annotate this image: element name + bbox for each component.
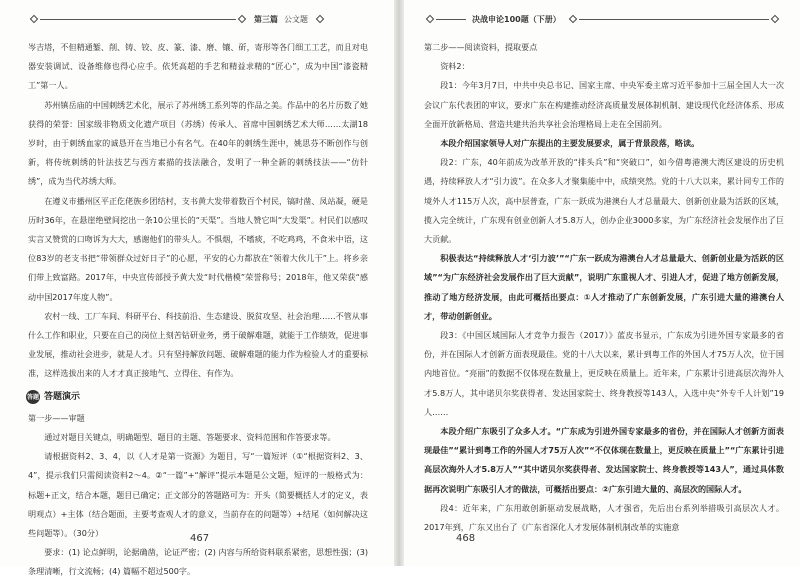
right-body bbox=[424, 38, 784, 537]
header-ornament-icon bbox=[238, 15, 246, 23]
paragraph: 请根据资料2、3、4，以《人才是第一资源》为题目，写“一篇短评（①“根据资料2、3、4”，提示我们只需阅读资料2～4。②“一篇”+“解评”提示本题是公文题，短评的一般格式为：标题+正文，结合本题，题目已确定；正文部分的答题路可为：开头（简要概括人才的定义，表明观点）+主体（结合题面，主要考查观人才的意义，当前存在的问题等）+结尾（如何解决这些问题等）。（30分） bbox=[28, 451, 368, 539]
header-rule bbox=[40, 19, 236, 20]
left-page bbox=[0, 0, 394, 577]
header-rule bbox=[436, 19, 466, 20]
answer-heading-text: 答题演示 bbox=[44, 391, 81, 402]
paragraph: 段3：《中国区域国际人才竞争力报告（2017）》蓝皮书显示，广东成为引进外国专家最多的省份，并在国际人才创新方面表现最佳。党的十八大以来，累计到粤工作的外国人才75万人次，位于国内地首位。“亮丽”的数据不仅体现在数量上，更反映在质量上。近年来，广东累计引进高层次海外人才5.8万人，其中诺贝尔奖获得者、发达国家院士、终身教授等143人，入选中央“外专千人计划”19人…… bbox=[424, 330, 784, 417]
paragraph: 在遵义市播州区平正仡佬族乡团结村，支书黄大发带着数百个村民，镐时凿、凤站凝，硬是历时36年，在悬崖绝壁间挖出一条10公里长的“天渠”。当地人赞它叫“大发渠”。村民们以感叹实言又赞赏的口吻诉为大大，感谢他们的带头人。不惧烟，不嗜痰，不吃鸡鸡，不食米中语，这位83岁的老支书把“带领群众过好日子”的心愿，平安的心力都放在“领着大伙儿干”上。将乡亲们带上致富路。2017年，中央宣传部授予黄大发“时代楷模”荣誉称号；2018年，他又荣获“感动中国2017年度人物”。 bbox=[28, 195, 368, 302]
paragraph: 要求：(1) 论点鲜明，论据确凿，论证严密；(2) 内容与所给资料联系紧密，思想性强；(3) 条理清晰，行文流畅；(4) 篇幅不超过500字。 bbox=[28, 547, 368, 577]
book-title: 决战申论100题（下册） bbox=[472, 14, 561, 24]
analysis-paragraph: 本段介绍国家领导人对广东提出的主要发展要求，属于背景段落，略读。 bbox=[440, 138, 700, 149]
book-gutter bbox=[394, 0, 404, 566]
left-body bbox=[28, 38, 368, 582]
header-ornament-icon bbox=[770, 15, 778, 23]
left-header bbox=[28, 12, 368, 26]
header-ornament-icon bbox=[568, 15, 576, 23]
material-label: 资料2： bbox=[440, 61, 470, 72]
step2-title: 第二步——阅读资料，提取要点 bbox=[424, 42, 538, 52]
header-rule bbox=[579, 19, 769, 20]
answer-badge-icon: 答题 bbox=[26, 390, 40, 404]
paragraph: 通过对题目关键点，明确题型、题目的主题、答题要求、资料范围和作答要求等。 bbox=[44, 432, 336, 443]
page-number: 467 bbox=[190, 533, 210, 544]
right-page bbox=[404, 0, 800, 566]
paragraph: 岑吉塔，不但精通錾、削、铸、铰、皮、篆、漆、磨、镶、斫，寄形等各门细工工艺，而且对电器安装调试、设备维修也得心应手。依凭高超的手艺和精益求精的“匠心”，成为中国“漆瓷精工”第一人。 bbox=[28, 42, 368, 91]
step1-title: 第一步——审题 bbox=[28, 412, 85, 423]
answer-heading bbox=[26, 388, 368, 407]
page-number: 468 bbox=[456, 533, 476, 544]
paragraph: 段4：近年来，广东用敢创新驱动发展战略，人才强省，先后出台系列举措吸引高层次人才。2017年到，广东又出台了《广东省深化人才发展体制机制改革的实施意 bbox=[424, 502, 784, 533]
analysis-paragraph: 积极表达“持续释放人才‘引力波’”“广东一跃成为港澳台人才总量最大、创新创业最为活跃的区域”“为广东经济社会发展作出了巨大贡献”，说明广东重视人才、引进人才，促进了地方创新发展，推动了地方经济发展，由此可概括出要点：①人才推动了广东创新发展，广东引进大量的港澳台人才，带动创新创业。 bbox=[424, 253, 784, 321]
section-label: 公文题 bbox=[284, 14, 308, 24]
header-ornament-icon bbox=[426, 15, 434, 23]
chapter-label: 第三篇 bbox=[254, 14, 278, 24]
header-ornament-icon bbox=[30, 15, 38, 23]
paragraph: 段1：今年3月7日，中共中央总书记、国家主席、中央军委主席习近平参加十三届全国人大一次会议广东代表团的审议，要求广东在构建推动经济高质量发展体制机制、建设现代化经济体系、形成全面开放新格局、营造共建共治共享社会治理格局上走在全国前列。 bbox=[424, 80, 784, 129]
analysis-paragraph: 本段介绍广东吸引了众多人才。“广东成为引进外国专家最多的省份，并在国际人才创新方面表现最佳”“累计到粤工作的外国人才75万人次”“不仅体现在数量上，更反映在质量上”“广东累计引进高层次海外人才5.8万人”“其中诺贝尔奖获得者、发达国家院士、终身教授等143人”，通过具体数据再次说明广东吸引人才的做法，可概括出要点：②广东引进大量的、高层次的国际人才。 bbox=[424, 426, 784, 494]
header-ornament-icon bbox=[316, 15, 324, 23]
paragraph: 苏州镇岳庙的中国刺绣艺术化，展示了苏州绣工系列等的作品之美。作品中的名片历数了她获得的荣誉：国家级非物质文化遗产项目（苏绣）传承人、首席中国刺绣艺术大师……太湖18岁时，由于刺绣血家的诚恳开在当地已小有名气。在40年的刺绣生涯中，姚思芬不断创作与创新，将传统刺绣的针法技艺与西方素描的技法融合，发明了一种全新的刺绣技法——“仿针绣”，成为当代苏绣大师。 bbox=[28, 99, 368, 187]
paragraph: 农村一线、工厂车间、科研平台、科技前沿、生态建设、脱贫攻坚、社会治理……不管从事什么工作和职业，只要在自己的岗位上刻苦钻研业务，勇于破解难题，就能于工作绩效，促进事业发展，推动社会进步，就是人才。只有坚持解放问题、破解难题的能力作为检验人才的重要标准，这样选拔出来的人才才真正接地气、立得住、有作为。 bbox=[28, 310, 368, 379]
right-header bbox=[424, 12, 784, 26]
paragraph: 段2：广东，40年前成为改革开放的“排头兵”和“突破口”，如今借粤港澳大湾区建设的历史机遇，持续释放人才“引力波”。在众多人才聚集能中中，成绩突然。党的十八大以来，累计同专工作的境外人才115万人次，高中层普查，广东一跃成为港澳台人才总量最大、创新创业最为活跃的区域，揽入完全统计，广东现有创业创新人才5.8万人，创办企业3000多家，为广东经济社会发展作出了巨大贡献。 bbox=[424, 157, 784, 245]
